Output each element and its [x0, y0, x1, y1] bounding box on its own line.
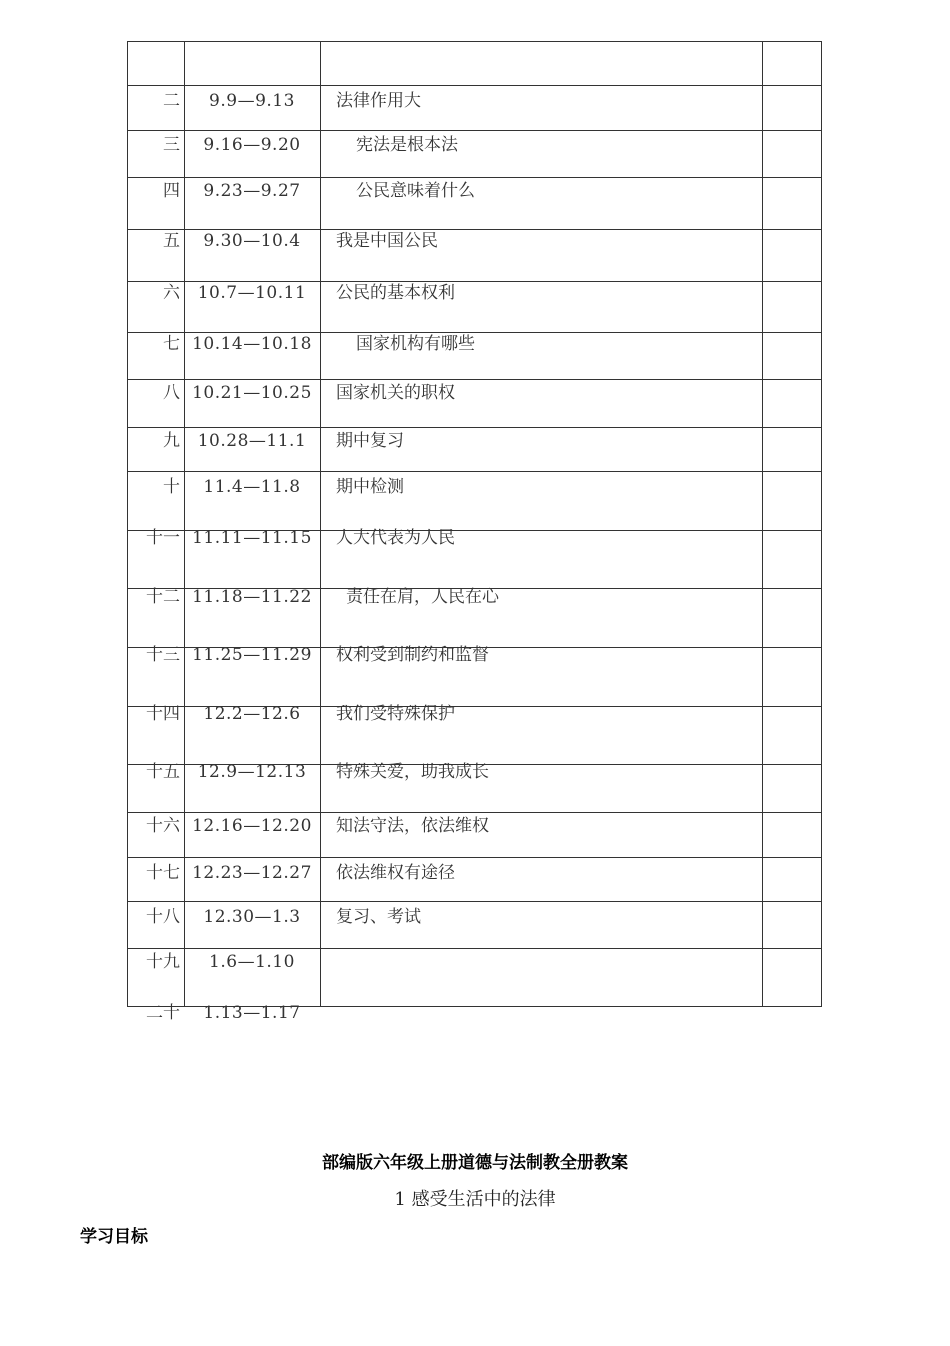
lesson-title: 1 感受生活中的法律: [394, 1189, 556, 1210]
week-cell: 十六: [146, 816, 180, 836]
week-cell: 二十: [146, 1003, 180, 1023]
topic-cell: 特殊关爱，助我成长: [336, 762, 489, 782]
topic-cell: 人大代表为人民: [336, 528, 455, 548]
week-cell: 三: [163, 135, 180, 155]
date-cell: 12.2—12.6: [203, 704, 301, 724]
section-heading-learning-objectives: 学习目标: [80, 1227, 148, 1247]
topic-cell: 国家机关的职权: [336, 383, 455, 403]
row-divider: [127, 177, 822, 178]
week-cell: 四: [163, 181, 180, 201]
week-cell: 八: [163, 383, 180, 403]
topic-cell: 依法维权有途径: [336, 863, 455, 883]
topic-cell: 责任在肩，人民在心: [346, 587, 499, 607]
week-cell: 二: [163, 91, 180, 111]
row-divider: [127, 471, 822, 472]
date-cell: 10.28—11.1: [197, 431, 307, 451]
row-divider: [127, 427, 822, 428]
week-cell: 十九: [146, 952, 180, 972]
week-cell: 六: [163, 283, 180, 303]
date-cell: 12.9—12.13: [197, 762, 307, 782]
row-divider: [127, 130, 822, 131]
topic-cell: 期中复习: [336, 431, 404, 451]
date-cell: 11.4—11.8: [203, 477, 301, 497]
document-title: 部编版六年级上册道德与法制教全册教案: [322, 1153, 628, 1173]
column-divider: [762, 41, 763, 1007]
topic-cell: 期中检测: [336, 477, 404, 497]
column-divider: [320, 41, 321, 1007]
week-cell: 十四: [146, 704, 180, 724]
date-cell: 10.7—10.11: [197, 283, 307, 303]
week-cell: 十五: [146, 762, 180, 782]
topic-cell: 知法守法，依法维权: [336, 816, 489, 836]
date-cell: 1.13—1.17: [203, 1003, 301, 1023]
topic-cell: 法律作用大: [336, 91, 421, 111]
row-divider: [127, 379, 822, 380]
date-cell: 11.11—11.15: [192, 528, 312, 548]
date-cell: 9.30—10.4: [203, 231, 301, 251]
row-divider: [127, 857, 822, 858]
row-divider: [127, 85, 822, 86]
date-cell: 12.30—1.3: [203, 907, 301, 927]
topic-cell: 我是中国公民: [336, 231, 438, 251]
date-cell: 11.25—11.29: [192, 645, 312, 665]
week-cell: 十: [163, 477, 180, 497]
week-cell: 七: [163, 334, 180, 354]
date-cell: 11.18—11.22: [192, 587, 312, 607]
topic-cell: 公民意味着什么: [356, 181, 475, 201]
topic-cell: 公民的基本权利: [336, 283, 455, 303]
date-cell: 9.9—9.13: [209, 91, 295, 111]
topic-cell: 复习、考试: [336, 907, 421, 927]
topic-cell: 权利受到制约和监督: [336, 645, 489, 665]
date-cell: 10.14—10.18: [192, 334, 312, 354]
topic-cell: 我们受特殊保护: [336, 704, 455, 724]
week-cell: 九: [163, 431, 180, 451]
date-cell: 9.23—9.27: [203, 181, 301, 201]
date-cell: 12.16—12.20: [192, 816, 312, 836]
week-cell: 五: [163, 231, 180, 251]
date-cell: 12.23—12.27: [192, 863, 312, 883]
week-cell: 十三: [146, 645, 180, 665]
topic-cell: 国家机构有哪些: [356, 334, 475, 354]
week-cell: 十一: [146, 528, 180, 548]
topic-cell: 宪法是根本法: [356, 135, 458, 155]
date-cell: 1.6—1.10: [209, 952, 295, 972]
week-cell: 十七: [146, 863, 180, 883]
week-cell: 十二: [146, 587, 180, 607]
row-divider: [127, 948, 822, 949]
date-cell: 9.16—9.20: [203, 135, 301, 155]
date-cell: 10.21—10.25: [192, 383, 312, 403]
row-divider: [127, 812, 822, 813]
week-cell: 十八: [146, 907, 180, 927]
row-divider: [127, 901, 822, 902]
